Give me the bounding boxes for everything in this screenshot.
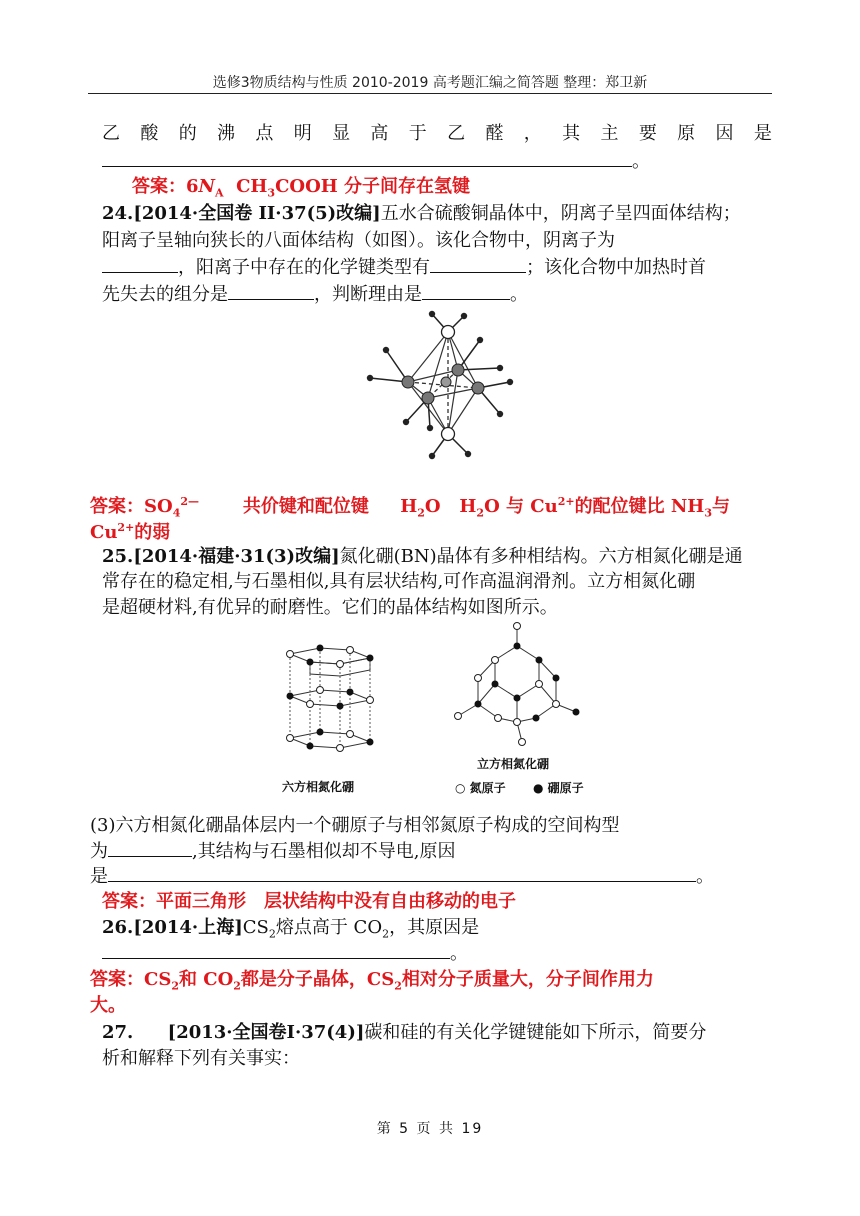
justified-char: 沸 — [217, 123, 236, 144]
answer-text: 的弱 — [134, 522, 171, 543]
answer-sup: 2— — [180, 495, 199, 508]
answer-sub: A — [214, 186, 224, 200]
answer-text: 相对分子质量大，分子间作用力 — [401, 969, 654, 990]
question-sub: 2 — [268, 927, 276, 941]
legend-boron: ● 硼原子 — [533, 781, 584, 795]
answer-sub: 2 — [171, 979, 179, 993]
justified-char: 显 — [332, 123, 351, 144]
question-tag: [2013·全国卷Ⅰ·37(4)] — [167, 1022, 365, 1043]
justified-char: 醛 — [485, 123, 504, 144]
answer-blank — [228, 283, 314, 300]
question-text: 熔点高于 CO — [275, 917, 383, 938]
question-text: ,其结构与石墨相似却不导电,原因 — [192, 841, 456, 862]
justified-char: 原 — [677, 123, 696, 144]
question-number: 27. — [102, 1022, 134, 1043]
answer-blank — [102, 256, 178, 273]
q25-line3: 是超硬材料,有优异的耐磨性。它们的晶体结构如图所示。 — [102, 597, 558, 618]
question-tag: 24.[2014·全国卷 II·37(5)改编] — [102, 203, 381, 224]
answer-text: H — [459, 496, 477, 517]
q23-answer — [132, 175, 470, 206]
question-text: ，判断理由是 — [314, 284, 422, 305]
question-text: ，其原因是 — [389, 917, 480, 938]
cubic-bn-figure — [450, 622, 590, 752]
answer-label: 答案： — [90, 496, 144, 517]
answer-text: 和 CO — [178, 969, 234, 990]
answer-text: H — [400, 496, 418, 517]
justified-char: 要 — [638, 123, 657, 144]
answer-sub: 2 — [394, 979, 402, 993]
q24-answer — [90, 490, 730, 526]
question-tag: 26.[2014·上海] — [102, 917, 243, 938]
question-text: 为 — [90, 841, 108, 862]
answer-sup: 2+ — [117, 521, 135, 534]
q25-line1 — [102, 545, 743, 569]
answer-text: O — [424, 496, 441, 517]
q25-line2: 常存在的稳定相,与石墨相似,具有层状结构,可作高温润滑剂。立方相氮化硼 — [102, 571, 696, 592]
q25-sub-line2 — [90, 840, 455, 864]
justified-char: 乙 — [447, 123, 466, 144]
answer-blank — [430, 256, 526, 273]
justified-char: 于 — [408, 123, 427, 144]
question-text: 氮化硼(BN)晶体有多种相结构。六方相氮化硼是通 — [339, 546, 743, 567]
q27-line2: 析和解释下列有关事实： — [102, 1048, 300, 1069]
q26-answer — [90, 968, 654, 999]
legend-nitrogen: ○ 氮原子 — [455, 781, 506, 795]
answer-blank — [102, 942, 450, 959]
punct: 。 — [632, 151, 650, 172]
question-sub: 2 — [382, 927, 390, 941]
justified-char: 高 — [370, 123, 389, 144]
q24-line3 — [102, 256, 706, 280]
question-tag: 25.[2014·福建·31(3)改编] — [102, 546, 340, 567]
answer-text: 都是分子晶体，CS — [240, 969, 395, 990]
answer-text: O 与 Cu — [484, 496, 558, 517]
question-text: 先失去的组分是 — [102, 284, 228, 305]
answer-sup: 2+ — [557, 495, 575, 508]
question-text: 碳和硅的有关化学键键能如下所示，简要分 — [364, 1022, 707, 1043]
answer-blank — [422, 283, 510, 300]
question-text: ，阳离子中存在的化学键类型有 — [178, 257, 430, 278]
q25-sub-line1: (3)六方相氮化硼晶体层内一个硼原子与相邻氮原子构成的空间构型 — [90, 815, 620, 836]
question-text: ；该化合物中加热时首 — [526, 257, 706, 278]
justified-char: 明 — [293, 123, 312, 144]
q26-blank-line — [102, 942, 468, 966]
q25-sub-line3 — [90, 865, 714, 889]
q24-line1 — [102, 202, 741, 226]
answer-text: SO — [144, 496, 173, 517]
answer-sub: 2 — [233, 979, 241, 993]
answer-blank — [108, 865, 696, 882]
q23-line1 — [102, 122, 772, 146]
justified-char: 是 — [753, 123, 772, 144]
question-text: 五水合硫酸铜晶体中，阴离子呈四面体结构； — [380, 203, 741, 224]
justified-char: 酸 — [140, 123, 159, 144]
q25-answer: 答案：平面三角形 层状结构中没有自由移动的电子 — [102, 891, 516, 912]
octahedron-figure — [360, 310, 530, 470]
justified-char: 乙 — [102, 123, 120, 144]
question-text: 。 — [510, 284, 528, 305]
answer-text: 6 — [186, 176, 199, 197]
justified-char: 的 — [178, 123, 197, 144]
q24-line4 — [102, 283, 528, 307]
justified-char: 因 — [715, 123, 734, 144]
answer-text: N — [198, 176, 215, 197]
answer-sub: 3 — [267, 186, 276, 200]
hex-bn-caption: 六方相氮化硼 — [282, 780, 355, 794]
page-header: 选修3物质结构与性质 2010-2019 高考题汇编之简答题 整理：郑卫新 — [212, 75, 648, 91]
question-text: 是 — [90, 866, 108, 887]
punct: 。 — [450, 943, 468, 964]
answer-sub: 2 — [417, 506, 425, 520]
header-rule — [88, 93, 772, 94]
q26-answer-line2: 大。 — [90, 995, 126, 1016]
answer-label: 答案： — [132, 176, 186, 197]
justified-char: 点 — [255, 123, 274, 144]
answer-sub: 4 — [172, 506, 181, 520]
question-text: CS — [242, 917, 269, 938]
answer-sub: 2 — [476, 506, 485, 520]
answer-text: 答案：CS — [90, 969, 172, 990]
justified-char: 其 — [562, 123, 581, 144]
answer-text: CH — [236, 176, 268, 197]
page-footer: 第 5 页 共 19 — [376, 1121, 484, 1137]
justified-char: 主 — [600, 123, 619, 144]
answer-text: 的配位键比 NH — [574, 496, 705, 517]
answer-sub: 3 — [704, 506, 712, 520]
cubic-bn-caption: 立方相氮化硼 — [477, 757, 550, 771]
question-text: 。 — [696, 866, 714, 887]
answer-text: 与 — [711, 496, 730, 517]
answer-text: Cu — [90, 522, 118, 543]
answer-blank — [102, 150, 632, 167]
answer-blank — [108, 840, 192, 857]
answer-text: 共价键和配位键 — [242, 496, 369, 517]
justified-char: ， — [523, 123, 542, 144]
answer-text: COOH 分子间存在氢键 — [275, 176, 471, 197]
q24-answer-line2 — [90, 516, 170, 545]
q27-line1 — [102, 1021, 706, 1045]
q23-blank-line — [102, 150, 650, 174]
q24-line2: 阳离子呈轴向狭长的八面体结构（如图）。该化合物中，阴离子为 — [102, 230, 615, 251]
